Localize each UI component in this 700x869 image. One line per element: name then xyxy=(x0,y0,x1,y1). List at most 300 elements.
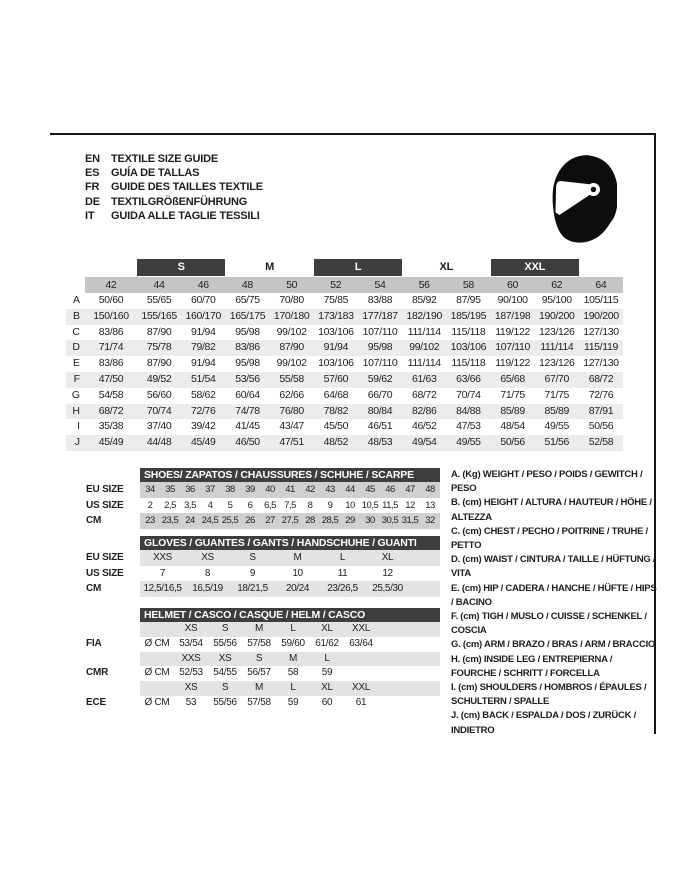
helmet-cell: 54/55 xyxy=(213,667,237,679)
textile-cell: 72/76 xyxy=(191,404,216,417)
textile-cell: 95/98 xyxy=(235,357,260,370)
textile-cell: 49/54 xyxy=(411,436,437,449)
row-letter: C xyxy=(72,325,80,338)
helmet-cell: 55/56 xyxy=(213,696,237,708)
helmet-cell: 55/56 xyxy=(213,637,237,649)
shoes-cell: 7,5 xyxy=(284,499,296,511)
textile-cell: 58/62 xyxy=(191,388,216,401)
language-code: DE xyxy=(85,195,100,208)
textile-row xyxy=(66,435,623,451)
textile-cell: 111/114 xyxy=(540,341,574,354)
helmet-cell: S xyxy=(221,682,229,694)
shoes-cell: 23 xyxy=(145,515,155,527)
textile-cell: 82/86 xyxy=(411,404,437,417)
textile-cell: 123/126 xyxy=(539,325,575,338)
shoes-cell: 43 xyxy=(325,484,335,495)
language-row xyxy=(85,166,263,180)
shoes-cell: 31,5 xyxy=(401,515,419,527)
textile-cell: 83/86 xyxy=(98,357,124,370)
row-label: EU SIZE xyxy=(86,484,124,495)
language-code: FR xyxy=(85,181,100,194)
textile-cell: 54/58 xyxy=(98,388,124,401)
column-header-cell: 46 xyxy=(197,279,209,291)
row-letter: G xyxy=(71,388,80,401)
textile-cell: 190/200 xyxy=(539,309,575,322)
textile-cell: 51/54 xyxy=(191,372,216,385)
textile-cell: 95/98 xyxy=(367,341,393,354)
row-label: CM xyxy=(86,583,102,595)
column-header-cell: 42 xyxy=(105,279,117,291)
gloves-cell: XL xyxy=(381,552,394,563)
helmet-title-spacer xyxy=(86,608,140,622)
legend-item: J. (cm) BACK / ESPALDA / DOS / ZURÜCK / INDIETRO xyxy=(451,710,637,736)
helmet-cell: 53/54 xyxy=(179,637,203,649)
language-row xyxy=(85,209,263,223)
textile-cell: 60/70 xyxy=(191,294,216,306)
shoes-row-cells xyxy=(140,513,440,529)
textile-cell: 70/74 xyxy=(456,388,481,401)
textile-cell: 57/60 xyxy=(323,372,349,385)
textile-cell: 50/60 xyxy=(98,294,124,306)
textile-cell: 119/122 xyxy=(495,325,530,338)
textile-cell: 103/106 xyxy=(450,341,487,354)
helmet-row xyxy=(86,666,440,681)
textile-cell: 87/90 xyxy=(146,325,172,338)
textile-cell: 190/200 xyxy=(583,309,619,322)
shoes-cell: 38 xyxy=(225,484,235,495)
textile-cell: 99/102 xyxy=(409,341,440,354)
textile-cell: 60/64 xyxy=(235,388,260,401)
shoes-cell: 6,5 xyxy=(264,499,276,511)
shoes-cell: 29 xyxy=(345,515,355,527)
textile-size-table xyxy=(66,259,623,451)
textile-cell: 87/90 xyxy=(279,341,304,354)
gloves-row xyxy=(86,550,440,566)
textile-cell: 49/52 xyxy=(146,372,172,385)
row-label xyxy=(86,681,140,696)
textile-cell: 74/78 xyxy=(235,404,260,417)
textile-cell: 87/90 xyxy=(146,357,172,370)
textile-row xyxy=(66,309,623,325)
textile-cell: 99/102 xyxy=(276,357,307,370)
row-letter: F xyxy=(73,372,80,385)
shoes-cell: 23,5 xyxy=(161,515,179,527)
gloves-cell: S xyxy=(249,552,256,563)
helmet-section xyxy=(86,608,440,711)
helmet-cell xyxy=(344,666,378,681)
gloves-cell: 20/24 xyxy=(285,583,310,595)
textile-cell: 70/74 xyxy=(146,404,172,417)
legend-item: E. (cm) HIP / CADERA / HANCHE / HÜFTE / HIPS / BACINO xyxy=(451,582,657,608)
textile-cell: 71/75 xyxy=(500,388,525,401)
shoes-cell: 10,5 xyxy=(361,499,379,511)
textile-cell: 49/55 xyxy=(544,420,570,433)
shoes-cell: 30,5 xyxy=(381,515,399,527)
shoes-cell: 3,5 xyxy=(184,499,196,511)
shoes-row-cells xyxy=(140,482,440,498)
helmet-cell: 52/53 xyxy=(179,667,203,679)
legend-item: G. (cm) ARM / BRAZO / BRAS / ARM / BRACCIO xyxy=(451,639,656,651)
language-label: TEXTILGRÖßENFÜHRUNG xyxy=(111,195,248,208)
shoes-cell: 45 xyxy=(365,484,375,495)
shoes-cell: 36 xyxy=(185,484,195,495)
shoes-rows xyxy=(86,482,440,529)
shoes-cell: 41 xyxy=(285,484,295,495)
textile-cell: 66/70 xyxy=(367,388,393,401)
gloves-cell: 23/26,5 xyxy=(327,583,358,595)
helmet-cell: L xyxy=(290,623,296,634)
gloves-title-spacer xyxy=(86,536,140,550)
textile-column-header xyxy=(66,277,623,293)
shoes-cell: 46 xyxy=(385,484,395,495)
textile-cell: 85/92 xyxy=(411,294,437,306)
size-group-m: M xyxy=(265,261,275,273)
shoes-cell: 34 xyxy=(145,484,155,495)
helmet-cell: 56/57 xyxy=(247,667,271,679)
column-header-cell: 62 xyxy=(551,279,563,291)
textile-cell: 63/66 xyxy=(456,372,481,385)
shoes-cell: 28,5 xyxy=(321,515,339,527)
textile-cell: 165/175 xyxy=(229,309,266,322)
textile-cell: 173/183 xyxy=(318,309,354,322)
shoes-cell: 2,5 xyxy=(164,499,176,511)
row-label: CMR xyxy=(86,667,109,679)
helmet-row-cells xyxy=(140,652,440,667)
textile-cell: 53/56 xyxy=(235,372,260,385)
column-header-cell: 56 xyxy=(418,279,430,291)
shoes-cell: 8 xyxy=(307,499,313,511)
row-label: EU SIZE xyxy=(86,552,124,563)
helmet-cell: 59 xyxy=(287,696,299,708)
legend-item: B. (cm) HEIGHT / ALTURA / HAUTEUR / HÖHE / ALTEZZA xyxy=(451,497,652,523)
textile-cell: 177/187 xyxy=(362,309,398,322)
textile-cell: 68/72 xyxy=(98,404,124,417)
column-header-cell: 48 xyxy=(241,279,253,291)
textile-cell: 75/78 xyxy=(146,341,172,354)
column-header-cells xyxy=(85,277,623,293)
textile-cell: 68/72 xyxy=(588,372,614,385)
textile-cell: 170/180 xyxy=(273,309,310,322)
shoes-row xyxy=(86,498,440,514)
gloves-cell: L xyxy=(339,552,346,563)
row-letter: D xyxy=(72,341,80,354)
shoes-cell: 5 xyxy=(227,499,233,511)
textile-cell: 45/49 xyxy=(98,436,124,449)
shoes-cell: 30 xyxy=(365,515,375,527)
textile-cell: 160/170 xyxy=(185,309,222,322)
shoes-row-cells xyxy=(140,498,440,514)
shoes-cell: 48 xyxy=(425,484,435,495)
textile-cell: 103/106 xyxy=(318,357,354,370)
language-list xyxy=(85,152,263,223)
shoes-cell: 27,5 xyxy=(281,515,299,527)
textile-cell: 119/122 xyxy=(495,357,530,370)
frame-top-line xyxy=(50,133,656,135)
helmet-rows xyxy=(86,622,440,711)
gloves-row xyxy=(86,581,440,597)
helmet-cell: 61 xyxy=(355,696,367,708)
gloves-row-cells xyxy=(140,550,440,566)
textile-cell: 61/63 xyxy=(411,372,437,385)
row-letter: H xyxy=(72,404,80,417)
size-group-s: S xyxy=(137,259,225,276)
textile-cell: 46/52 xyxy=(411,420,437,433)
textile-cell: 150/160 xyxy=(93,309,129,322)
textile-cell: 45/50 xyxy=(323,420,349,433)
textile-row xyxy=(66,372,623,388)
textile-cell: 70/80 xyxy=(279,294,304,306)
textile-cell: 107/110 xyxy=(362,325,398,338)
diameter-label-cell xyxy=(140,681,174,696)
language-label: GUIDE DES TAILLES TEXTILE xyxy=(111,181,263,194)
textile-cell: 71/75 xyxy=(544,388,570,401)
language-row xyxy=(85,180,263,194)
textile-rows xyxy=(66,293,623,451)
shoes-cell: 11,5 xyxy=(382,499,398,511)
row-letter: A xyxy=(72,294,80,306)
helmet-cell: XS xyxy=(184,682,198,694)
helmet-cell: M xyxy=(288,652,298,664)
textile-cell: 37/40 xyxy=(146,420,172,433)
language-label: TEXTILE SIZE GUIDE xyxy=(111,153,219,165)
shoes-cell: 4 xyxy=(207,499,213,511)
helmet-icon xyxy=(545,151,617,245)
textile-size-groups xyxy=(66,259,623,276)
textile-cell: 55/58 xyxy=(279,372,304,385)
textile-cell: 46/50 xyxy=(235,436,260,449)
textile-cell: 51/56 xyxy=(544,436,570,449)
size-group-xl: XL xyxy=(439,261,454,273)
gloves-cell: XS xyxy=(201,552,214,563)
textile-cell: 107/110 xyxy=(362,357,398,370)
textile-cell: 59/62 xyxy=(367,372,393,385)
language-label: GUIDA ALLE TAGLIE TESSILI xyxy=(111,209,260,222)
row-label: US SIZE xyxy=(86,567,124,579)
textile-cell: 44/48 xyxy=(146,436,172,449)
shoes-title-bar: SHOES/ ZAPATOS / CHAUSSURES / SCHUHE / SCARPE xyxy=(140,468,440,482)
gloves-cell: 16,5/19 xyxy=(192,583,223,595)
helmet-cell: XL xyxy=(321,623,333,634)
diameter-label-cell: Ø CM xyxy=(144,637,170,649)
textile-cell: 72/76 xyxy=(588,388,614,401)
row-letter: I xyxy=(77,420,80,433)
textile-cell: 52/58 xyxy=(588,436,614,449)
measurement-legend xyxy=(451,468,659,738)
diameter-label-cell xyxy=(140,622,174,637)
textile-cell: 46/51 xyxy=(367,420,393,433)
language-row xyxy=(85,195,263,209)
shoes-cell: 28 xyxy=(305,515,315,527)
textile-cell: 111/114 xyxy=(407,325,441,338)
textile-cell: 79/82 xyxy=(191,341,216,354)
row-letter: J xyxy=(74,436,80,449)
helmet-cell: 60 xyxy=(321,696,333,708)
diameter-label-cell: Ø CM xyxy=(144,667,170,679)
textile-cell: 111/114 xyxy=(407,357,441,370)
gloves-cell: 12 xyxy=(382,567,393,579)
textile-cell: 47/51 xyxy=(279,436,304,449)
helmet-cell: XXS xyxy=(181,652,201,664)
shoes-cell: 13 xyxy=(425,499,435,511)
column-header-cell: 50 xyxy=(286,279,298,291)
helmet-cell: XS xyxy=(218,652,232,664)
textile-cell: 80/84 xyxy=(367,404,393,417)
legend-item: I. (cm) SHOULDERS / HOMBROS / ÉPAULES / SCHULTERN / SPALLE xyxy=(451,682,647,708)
helmet-cell: 61/62 xyxy=(315,637,339,649)
helmet-cell: 57/58 xyxy=(247,696,271,708)
helmet-row xyxy=(86,696,440,711)
gloves-cell: 9 xyxy=(249,567,256,579)
textile-cell: 87/95 xyxy=(456,294,481,306)
textile-cell: 47/53 xyxy=(456,420,481,433)
helmet-cell: XL xyxy=(321,682,333,694)
size-group-l: L xyxy=(314,259,402,276)
row-letter: E xyxy=(72,357,80,370)
helmet-cell: 53 xyxy=(185,696,197,708)
textile-cell: 35/38 xyxy=(98,420,124,433)
textile-cell: 185/195 xyxy=(450,309,487,322)
shoes-cell: 44 xyxy=(345,484,355,495)
textile-cell: 48/53 xyxy=(367,436,393,449)
helmet-cell: XS xyxy=(184,623,198,634)
textile-cell: 41/45 xyxy=(235,420,260,433)
textile-cell: 78/82 xyxy=(323,404,349,417)
textile-cell: 65/68 xyxy=(500,372,525,385)
gloves-section xyxy=(86,536,440,597)
helmet-cell: L xyxy=(290,682,296,694)
shoes-cell: 40 xyxy=(265,484,275,495)
helmet-cell: M xyxy=(254,623,264,634)
shoes-cell: 35 xyxy=(165,484,175,495)
gloves-cell: 7 xyxy=(159,567,166,579)
size-group-xxl: XXL xyxy=(491,259,579,276)
gloves-row-cells xyxy=(140,566,440,582)
helmet-row xyxy=(86,681,440,696)
textile-cell: 85/89 xyxy=(544,404,570,417)
textile-cell: 84/88 xyxy=(456,404,481,417)
textile-cell: 48/52 xyxy=(323,436,349,449)
legend-item: D. (cm) WAIST / CINTURA / TAILLE / HÜFTUNG / VITA xyxy=(451,554,656,580)
column-header-cell: 44 xyxy=(153,279,165,291)
legend-item: F. (cm) TIGH / MUSLO / CUISSE / SCHENKEL / COSCIA xyxy=(451,611,647,637)
helmet-cell: 57/58 xyxy=(247,637,271,649)
textile-cell: 115/118 xyxy=(451,357,486,370)
helmet-row-cells xyxy=(140,696,440,711)
helmet-cell: 59/60 xyxy=(281,637,305,649)
textile-cell: 95/98 xyxy=(235,325,260,338)
shoes-cell: 37 xyxy=(205,484,215,495)
textile-cell: 45/49 xyxy=(191,436,216,449)
textile-cell: 83/88 xyxy=(367,294,393,306)
textile-cell: 107/110 xyxy=(495,341,530,354)
row-label: US SIZE xyxy=(86,499,124,511)
shoes-cell: 12 xyxy=(405,499,415,511)
shoes-row xyxy=(86,482,440,498)
gloves-cell: 8 xyxy=(204,567,211,579)
textile-cell: 75/85 xyxy=(323,294,349,306)
textile-cell: 85/89 xyxy=(500,404,525,417)
textile-cell: 90/100 xyxy=(497,294,528,306)
textile-row xyxy=(66,293,623,309)
shoes-row xyxy=(86,513,440,529)
diameter-label-cell: Ø CM xyxy=(144,696,170,708)
helmet-cell: XXL xyxy=(351,682,370,694)
gloves-title-bar: GLOVES / GUANTES / GANTS / HANDSCHUHE / GUANTI xyxy=(140,536,440,550)
shoes-cell: 26 xyxy=(245,515,255,527)
column-header-cell: 52 xyxy=(330,279,342,291)
helmet-row xyxy=(86,622,440,637)
helmet-cell: S xyxy=(255,652,263,664)
shoes-cell: 24 xyxy=(185,515,195,527)
legend-item: A. (Kg) WEIGHT / PESO / POIDS / GEWITCH / PESO xyxy=(451,469,643,495)
language-label: GUÍA DE TALLAS xyxy=(111,167,200,180)
gloves-cell: 10 xyxy=(292,567,303,579)
shoes-cell: 39 xyxy=(245,484,255,495)
row-label xyxy=(86,652,140,667)
textile-cell: 103/106 xyxy=(318,325,354,338)
legend-item: C. (cm) CHEST / PECHO / POITRINE / TRUHE / PETTO xyxy=(451,525,648,552)
textile-cell: 127/130 xyxy=(583,357,619,370)
gloves-row xyxy=(86,566,440,582)
helmet-cell: M xyxy=(254,682,264,694)
textile-cell: 187/198 xyxy=(494,309,531,322)
textile-cell: 67/70 xyxy=(544,372,570,385)
language-code: IT xyxy=(85,209,95,222)
textile-cell: 123/126 xyxy=(539,357,575,370)
helmet-cell xyxy=(344,652,378,667)
gloves-cell: 11 xyxy=(337,567,348,579)
textile-cell: 47/50 xyxy=(98,372,124,385)
row-label: CM xyxy=(86,515,102,527)
size-group-spacer xyxy=(66,259,137,276)
textile-cell: 95/100 xyxy=(541,294,572,306)
textile-cell: 115/118 xyxy=(451,325,486,338)
textile-row xyxy=(66,340,623,356)
shoes-cell: 24,5 xyxy=(201,515,219,527)
row-label: FIA xyxy=(86,637,102,649)
helmet-cell: 63/64 xyxy=(349,637,373,649)
helmet-row-cells xyxy=(140,681,440,696)
gloves-cell: 25,5/30 xyxy=(372,583,403,595)
textile-cell: 39/42 xyxy=(191,420,216,433)
row-letter: B xyxy=(72,309,80,322)
column-header-cell: 58 xyxy=(462,279,474,291)
shoes-cell: 6 xyxy=(247,499,253,511)
textile-cell: 49/55 xyxy=(456,436,481,449)
textile-row xyxy=(66,388,623,404)
textile-cell: 91/94 xyxy=(191,325,216,338)
textile-cell: 50/56 xyxy=(500,436,525,449)
gloves-cell: 12,5/16,5 xyxy=(143,583,182,595)
language-code: EN xyxy=(85,153,100,165)
helmet-row xyxy=(86,652,440,667)
column-header-spacer xyxy=(66,277,85,293)
gloves-cell: M xyxy=(293,552,302,563)
gloves-rows xyxy=(86,550,440,597)
textile-cell: 83/86 xyxy=(98,325,124,338)
textile-cell: 50/56 xyxy=(588,420,614,433)
textile-cell: 62/66 xyxy=(279,388,304,401)
helmet-cell: 58 xyxy=(287,667,299,679)
language-code: ES xyxy=(85,167,100,180)
shoes-cell: 42 xyxy=(305,484,315,495)
helmet-cell: L xyxy=(324,652,330,664)
helmet-row-cells xyxy=(140,666,440,681)
textile-cell: 55/65 xyxy=(146,294,172,306)
textile-cell: 115/119 xyxy=(583,341,618,354)
textile-cell: 91/94 xyxy=(191,357,216,370)
textile-cell: 87/91 xyxy=(588,404,614,417)
